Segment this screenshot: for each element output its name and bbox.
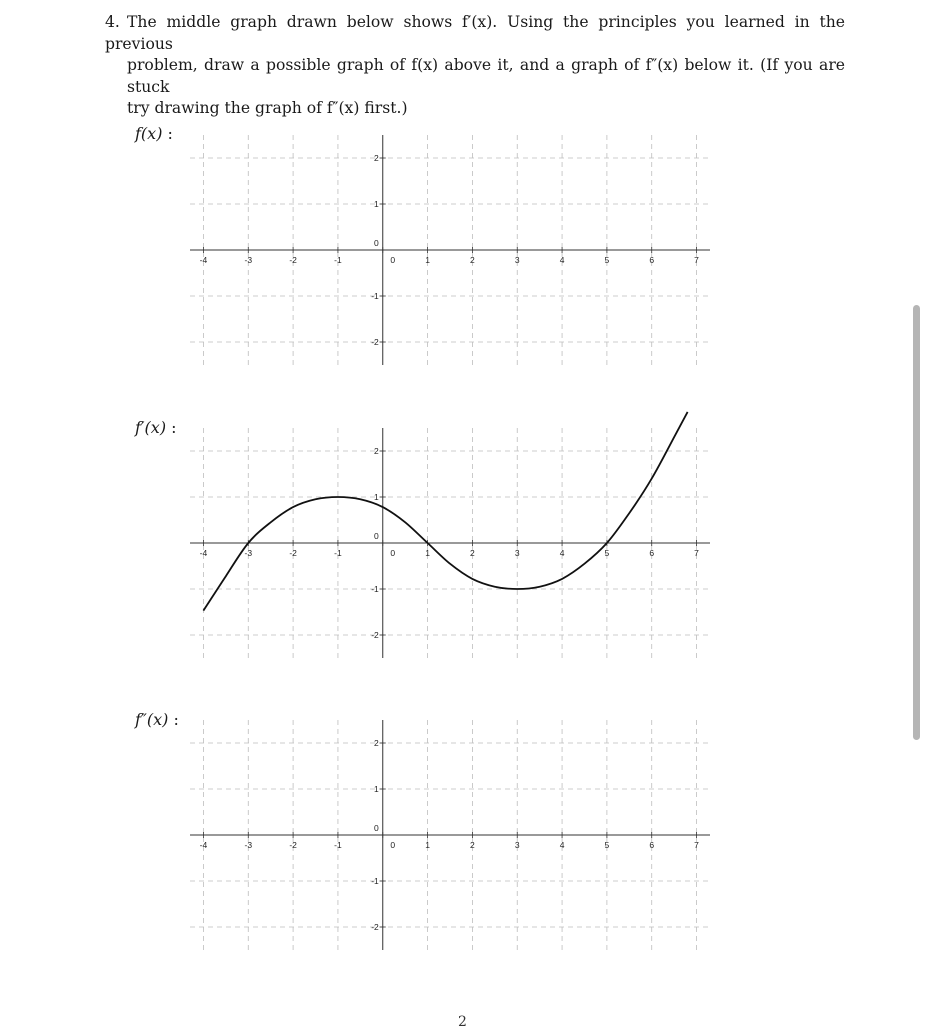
y-tick-label: -1	[371, 584, 379, 594]
f-label	[135, 124, 173, 143]
x-tick-label: 0	[390, 840, 396, 850]
x-tick-label: -4	[199, 840, 208, 850]
y-tick-label: 2	[374, 446, 379, 456]
fprime-label-colon: :	[171, 418, 177, 437]
x-tick-label: 2	[470, 255, 475, 265]
x-tick-label: -3	[244, 840, 253, 850]
problem-statement	[105, 12, 845, 120]
fprime-label	[135, 418, 177, 437]
y-tick-label: -2	[371, 922, 379, 932]
x-tick-label: 7	[694, 255, 699, 265]
x-tick-label: 5	[604, 255, 610, 265]
problem-line-1: The middle graph drawn below shows f′(x). Using the principles you learned in the previous	[105, 13, 845, 53]
x-tick-label: -1	[334, 255, 342, 265]
fdoubleprime-label-text: f″(x)	[135, 710, 169, 729]
x-tick-label: -2	[289, 548, 297, 558]
problem-line-2: problem, draw a possible graph of f(x) above it, and a graph of f″(x) below it. (If you are stuck	[127, 56, 845, 96]
x-tick-label: 5	[604, 548, 610, 558]
scrollbar[interactable]	[913, 305, 920, 740]
x-tick-label: -2	[289, 840, 297, 850]
x-tick-label: 2	[470, 840, 475, 850]
x-tick-label: 5	[604, 840, 610, 850]
x-tick-label: 6	[649, 255, 655, 265]
fprime-curve	[203, 412, 687, 611]
x-tick-label: 4	[559, 548, 565, 558]
y-tick-label: 0	[374, 238, 379, 248]
x-tick-label: 0	[390, 255, 396, 265]
x-tick-label: 1	[425, 548, 430, 558]
problem-line-3: try drawing the graph of f″(x) first.)	[127, 99, 408, 117]
f-label-text: f(x)	[135, 124, 163, 143]
x-tick-label: 6	[649, 840, 655, 850]
x-tick-label: 7	[694, 840, 699, 850]
y-tick-label: -1	[371, 876, 379, 886]
x-tick-label: 7	[694, 548, 699, 558]
x-tick-label: 3	[514, 840, 520, 850]
fprime-label-text: f′(x)	[135, 418, 167, 437]
y-tick-label: 1	[374, 784, 379, 794]
y-tick-label: 0	[374, 531, 379, 541]
y-tick-label: -2	[371, 337, 379, 347]
fprime-graph[interactable]	[190, 428, 710, 658]
y-tick-label: 1	[374, 492, 379, 502]
y-tick-label: -1	[371, 291, 379, 301]
x-tick-label: 3	[514, 548, 520, 558]
x-tick-label: -1	[334, 840, 342, 850]
x-tick-label: -2	[289, 255, 297, 265]
f-graph[interactable]	[190, 135, 710, 365]
y-tick-label: 1	[374, 199, 379, 209]
y-tick-label: 0	[374, 823, 379, 833]
x-tick-label: 6	[649, 548, 655, 558]
fdoubleprime-label	[135, 710, 179, 729]
f-label-colon: :	[167, 124, 173, 143]
x-tick-label: -4	[199, 255, 208, 265]
fdoubleprime-graph[interactable]	[190, 720, 710, 950]
y-tick-label: 2	[374, 153, 379, 163]
x-tick-label: -3	[244, 548, 253, 558]
x-tick-label: -3	[244, 255, 253, 265]
problem-number: 4.	[105, 13, 120, 31]
x-tick-label: 4	[559, 255, 565, 265]
x-tick-label: -1	[334, 548, 342, 558]
y-tick-label: -2	[371, 630, 379, 640]
x-tick-label: 4	[559, 840, 565, 850]
page-number: 2	[458, 1014, 467, 1030]
x-tick-label: -4	[199, 548, 208, 558]
x-tick-label: 1	[425, 840, 430, 850]
x-tick-label: 2	[470, 548, 475, 558]
x-tick-label: 0	[390, 548, 396, 558]
y-tick-label: 2	[374, 738, 379, 748]
x-tick-label: 1	[425, 255, 430, 265]
fdoubleprime-label-colon: :	[173, 710, 179, 729]
x-tick-label: 3	[514, 255, 520, 265]
